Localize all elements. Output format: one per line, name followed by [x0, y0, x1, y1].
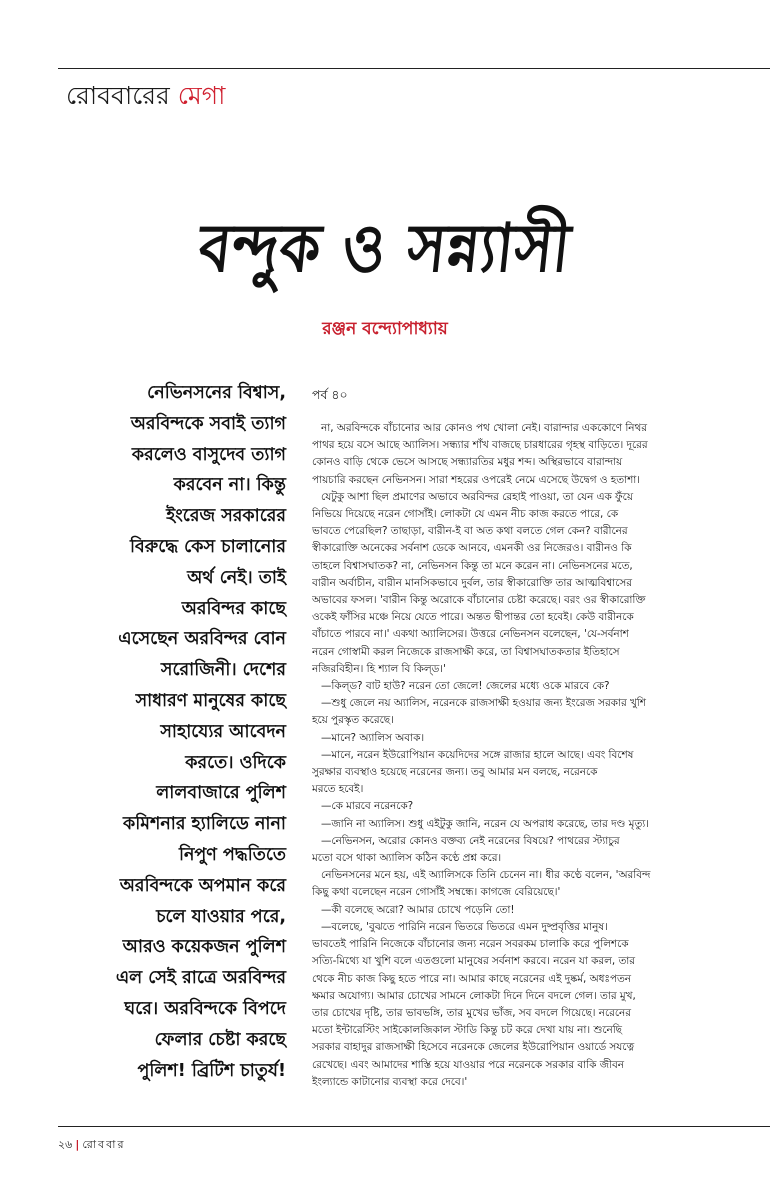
article-line: —মানে, নরেন ইউরোপিয়ান কয়েদিদের সঙ্গে রাজার হালে আছে। এবং বিশেষ [321, 748, 634, 761]
pullquote-line: এসেছেন অরবিন্দর বোন [118, 629, 286, 650]
article-line: নরেন গোস্বামী করল নিজেকে রাজসাক্ষী করে, তা বিশ্বাসঘাতকতার ইতিহাসে [312, 645, 620, 658]
article-line: অভাবের ফসল। 'বারীন কিন্তু অরোকে বাঁচানোর চেষ্টা করেছে। বরং ওর স্বীকারোক্তি [312, 594, 646, 607]
part-number: পর্ব ৪০ [312, 387, 348, 402]
pullquote [50, 378, 286, 1086]
pullquote-line: লালবাজারে পুলিশ [156, 783, 286, 804]
bottom-rule [58, 1126, 770, 1127]
article-line: ভাবতে পেরেছিল? তাছাড়া, বারীন-ই বা অত কথা বলতে গেল কেন? বারীনের [312, 525, 628, 538]
article-line: সুরক্ষার ব্যবস্থাও হয়েছে নরেনের জন্য। তবু আমার মন বলছে, নরেনকে [312, 766, 598, 779]
pullquote-line: অরবিন্দকে সবাই ত্যাগ [130, 413, 286, 434]
article-line: যেটুকু আশা ছিল প্রমাণের অভাবে অরবিন্দর রেহাই পাওয়া, তা যেন এক ফুঁয়ে [321, 490, 633, 503]
pullquote-line: অরবিন্দর কাছে [181, 598, 286, 619]
article-line: তাহলে বিশ্বাসঘাতক? না, নেভিনসন কিন্তু তা মনে করেন না। নেভিনসনের মতে, [312, 559, 633, 572]
pullquote-line: আরও কয়েকজন পুলিশ [122, 937, 286, 958]
article-line: কোনও বাড়ি থেকে ভেসে আসছে সন্ধ্যারতির মধুর শব্দ। অস্থিরভাবে বারান্দায় [312, 456, 623, 469]
article-line: মতো বসে থাকা অ্যালিস কঠিন কণ্ঠে প্রশ্ন করে। [312, 852, 502, 865]
pullquote-line: নেভিনসনের বিশ্বাস, [147, 383, 286, 403]
pullquote-line: এল সেই রাত্রে অরবিন্দর [115, 968, 286, 989]
article-line: —বলেছে, 'বুঝতে পারিনি নরেন ভিতরে ভিতরে এমন দুষ্প্রবৃত্তির মানুষ। [321, 920, 608, 933]
article-line: নেভিনসনের মনে হয়, এই অ্যালিসকে তিনি চেনেন না। ধীর কণ্ঠে বলেন, 'অরবিন্দ [321, 869, 651, 882]
article-line: তার চোখের দৃষ্টি, তার ভাবভঙ্গি, তার মুখের ভাঁজ, সব বদলে গিয়েছে। নরেনের [312, 1006, 631, 1019]
page-footer [58, 1137, 126, 1153]
article-line: ভাবতেই পারিনি নিজেকে বাঁচানোর জন্য নরেন সবরকম চালাকি করে পুলিশকে [312, 938, 629, 951]
article-line: বাঁচাতে পারবে না।' একথা অ্যালিসের। উত্তরে নেভিনসন বলেছেন, 'যে-সর্বনাশ [312, 628, 629, 641]
pullquote-line: পুলিশ! ব্রিটিশ চাতুর্য! [137, 1060, 286, 1081]
article-line: —কিল্‌ড? বাট হাউ? নরেন তো জেলে! জেলের মধ্যে ওকে মারবে কে? [321, 680, 610, 693]
article-line: পায়চারি করছেন নেভিনসন। সারা শহরের ওপরেই নেমে এসেছে উদ্বেগ ও হতাশা। [312, 473, 640, 486]
article-line: ইংল্যান্ডে কাটানোর ব্যবস্থা করে দেবে।' [312, 1075, 468, 1088]
pullquote-line: অরবিন্দকে অপমান করে [119, 875, 286, 896]
pullquote-line: সাধারণ মানুষের কাছে [135, 690, 286, 711]
article-line: হয়ে পুরস্কৃত করেছে। [312, 714, 394, 727]
article-line: কিছু কথা বলেছেন নরেন গোসাঁই সম্বন্ধে। কাগজে বেরিয়েছে।' [312, 886, 561, 899]
article-line: —শুধু জেলে নয় অ্যালিস, নরেনকে রাজসাক্ষী হওয়ার জন্য ইংরেজ সরকার খুশি [321, 697, 646, 710]
page-number: ২৬ [58, 1138, 73, 1151]
pullquote-line: ইংরেজ সরকারের [166, 506, 286, 527]
pullquote-line: বিরুদ্ধে কেস চালানোর [130, 536, 286, 557]
pullquote-line: অর্থ নেই। তাই [187, 567, 286, 588]
article-line: রেখেছে। এবং আমাদের শাস্তি হয়ে যাওয়ার পরে নরেনকে সরকার বাকি জীবন [312, 1058, 624, 1071]
article-line: মরতে হবেই। [312, 783, 364, 796]
article-line: —কে মারবে নরেনকে? [321, 800, 414, 813]
section-header [66, 79, 225, 113]
article-line: বারীন অর্বাচীন, বারীন মানসিকভাবে দুর্বল, তার স্বীকারোক্তি তার আত্মবিশ্বাসের [312, 576, 632, 589]
pullquote-line: চলে যাওয়ার পরে, [156, 906, 286, 927]
pullquote-line: নিপুণ পদ্ধতিতে [178, 844, 286, 865]
pullquote-line: করতে। ওদিকে [185, 752, 286, 773]
story-title: বন্দুক ও সন্ন্যাসী [195, 208, 575, 288]
article-line: সত্যি-মিথ্যে যা খুশি বলে এতগুলো মানুষের সর্বনাশ করবে। নরেন যা করল, তার [312, 955, 635, 968]
article-line: মতো ইন্টারেস্টিং সাইকোলজিকাল স্টাডি কিন্তু চট করে দেখা যায় না। শুনেছি [312, 1024, 622, 1037]
article-line: —কী বলেছে অরো? আমার চোখে পড়েনি তো! [321, 903, 515, 916]
article-line: —মানে? অ্যালিস অবাক। [321, 731, 425, 744]
article-line: —জানি না অ্যালিস। শুধু এইটুকু জানি, নরেন যে অপরাধ করেছে, তার দণ্ড মৃত্যু। [321, 817, 649, 830]
author-byline: রঞ্জন বন্দ্যোপাধ্যায় [322, 319, 448, 339]
article-line: নজিরবিহীন। হি শ্যাল বি কিল্‌ড।' [312, 662, 446, 675]
article-line: —নেভিনসন, অরোর কোনও বক্তব্য নেই নরেনের বিষয়ে? পাথরের স্ট্যাচুর [321, 834, 620, 847]
pullquote-line: সাহায্যের আবেদন [160, 721, 286, 742]
pullquote-line: কমিশনার হ্যালিডে নানা [123, 814, 286, 835]
article-line: সরকার বাহাদুর রাজসাক্ষী হিসেবে নরেনকে জেলের ইউরোপিয়ান ওয়ার্ডে সযত্নে [312, 1041, 635, 1054]
section-label-highlight: মেগা [177, 81, 226, 110]
article-line: ওকেই ফাঁসির মঞ্চে নিয়ে যেতে পারে। অন্তত দ্বীপান্তর তো হবেই। কেউ বারীনকে [312, 611, 634, 624]
article-body [312, 420, 737, 1091]
pullquote-line: ফেলার চেষ্টা করছে [154, 1029, 286, 1050]
article-line: নিভিয়ে দিয়েছে নরেন গোসাঁই। লোকটা যে এমন নীচ কাজ করতে পারে, কে [312, 508, 619, 521]
article-line: থেকে নীচ কাজ কিছু হতে পারে না। আমার কাছে নরেনের এই দুষ্কর্ম, অধঃপতন [312, 972, 631, 985]
article-line: স্বীকারোক্তি অনেকের সর্বনাশ ডেকে আনবে, এমনকী ওর নিজেরও। বারীনও কি [312, 542, 632, 555]
footer-separator: | [75, 1138, 80, 1151]
article-line: ক্ষমার অযোগ্য। আমার চোখের সামনে লোকটা দিনে দিনে বদলে গেল। তার মুখ, [312, 989, 636, 1002]
pullquote-line: করলেও বাসুদেব ত্যাগ [131, 444, 286, 465]
pullquote-line: ঘরে। অরবিন্দকে বিপদে [124, 998, 286, 1019]
section-label: রোববারের [66, 81, 178, 110]
article-line: পাথর হয়ে বসে আছে অ্যালিস। সন্ধ্যার শাঁখ বাজছে চারধারের গৃহস্থ বাড়িতে। দূরের [312, 439, 648, 452]
top-rule [58, 68, 770, 69]
magazine-name: রোববার [82, 1138, 126, 1151]
article-line: না, অরবিন্দকে বাঁচানোর আর কোনও পথ খোলা নেই। বারান্দার এককোণে নিথর [321, 422, 647, 434]
pullquote-line: সরোজিনী। দেশের [160, 660, 286, 681]
pullquote-line: করবেন না। কিন্তু [173, 475, 286, 496]
